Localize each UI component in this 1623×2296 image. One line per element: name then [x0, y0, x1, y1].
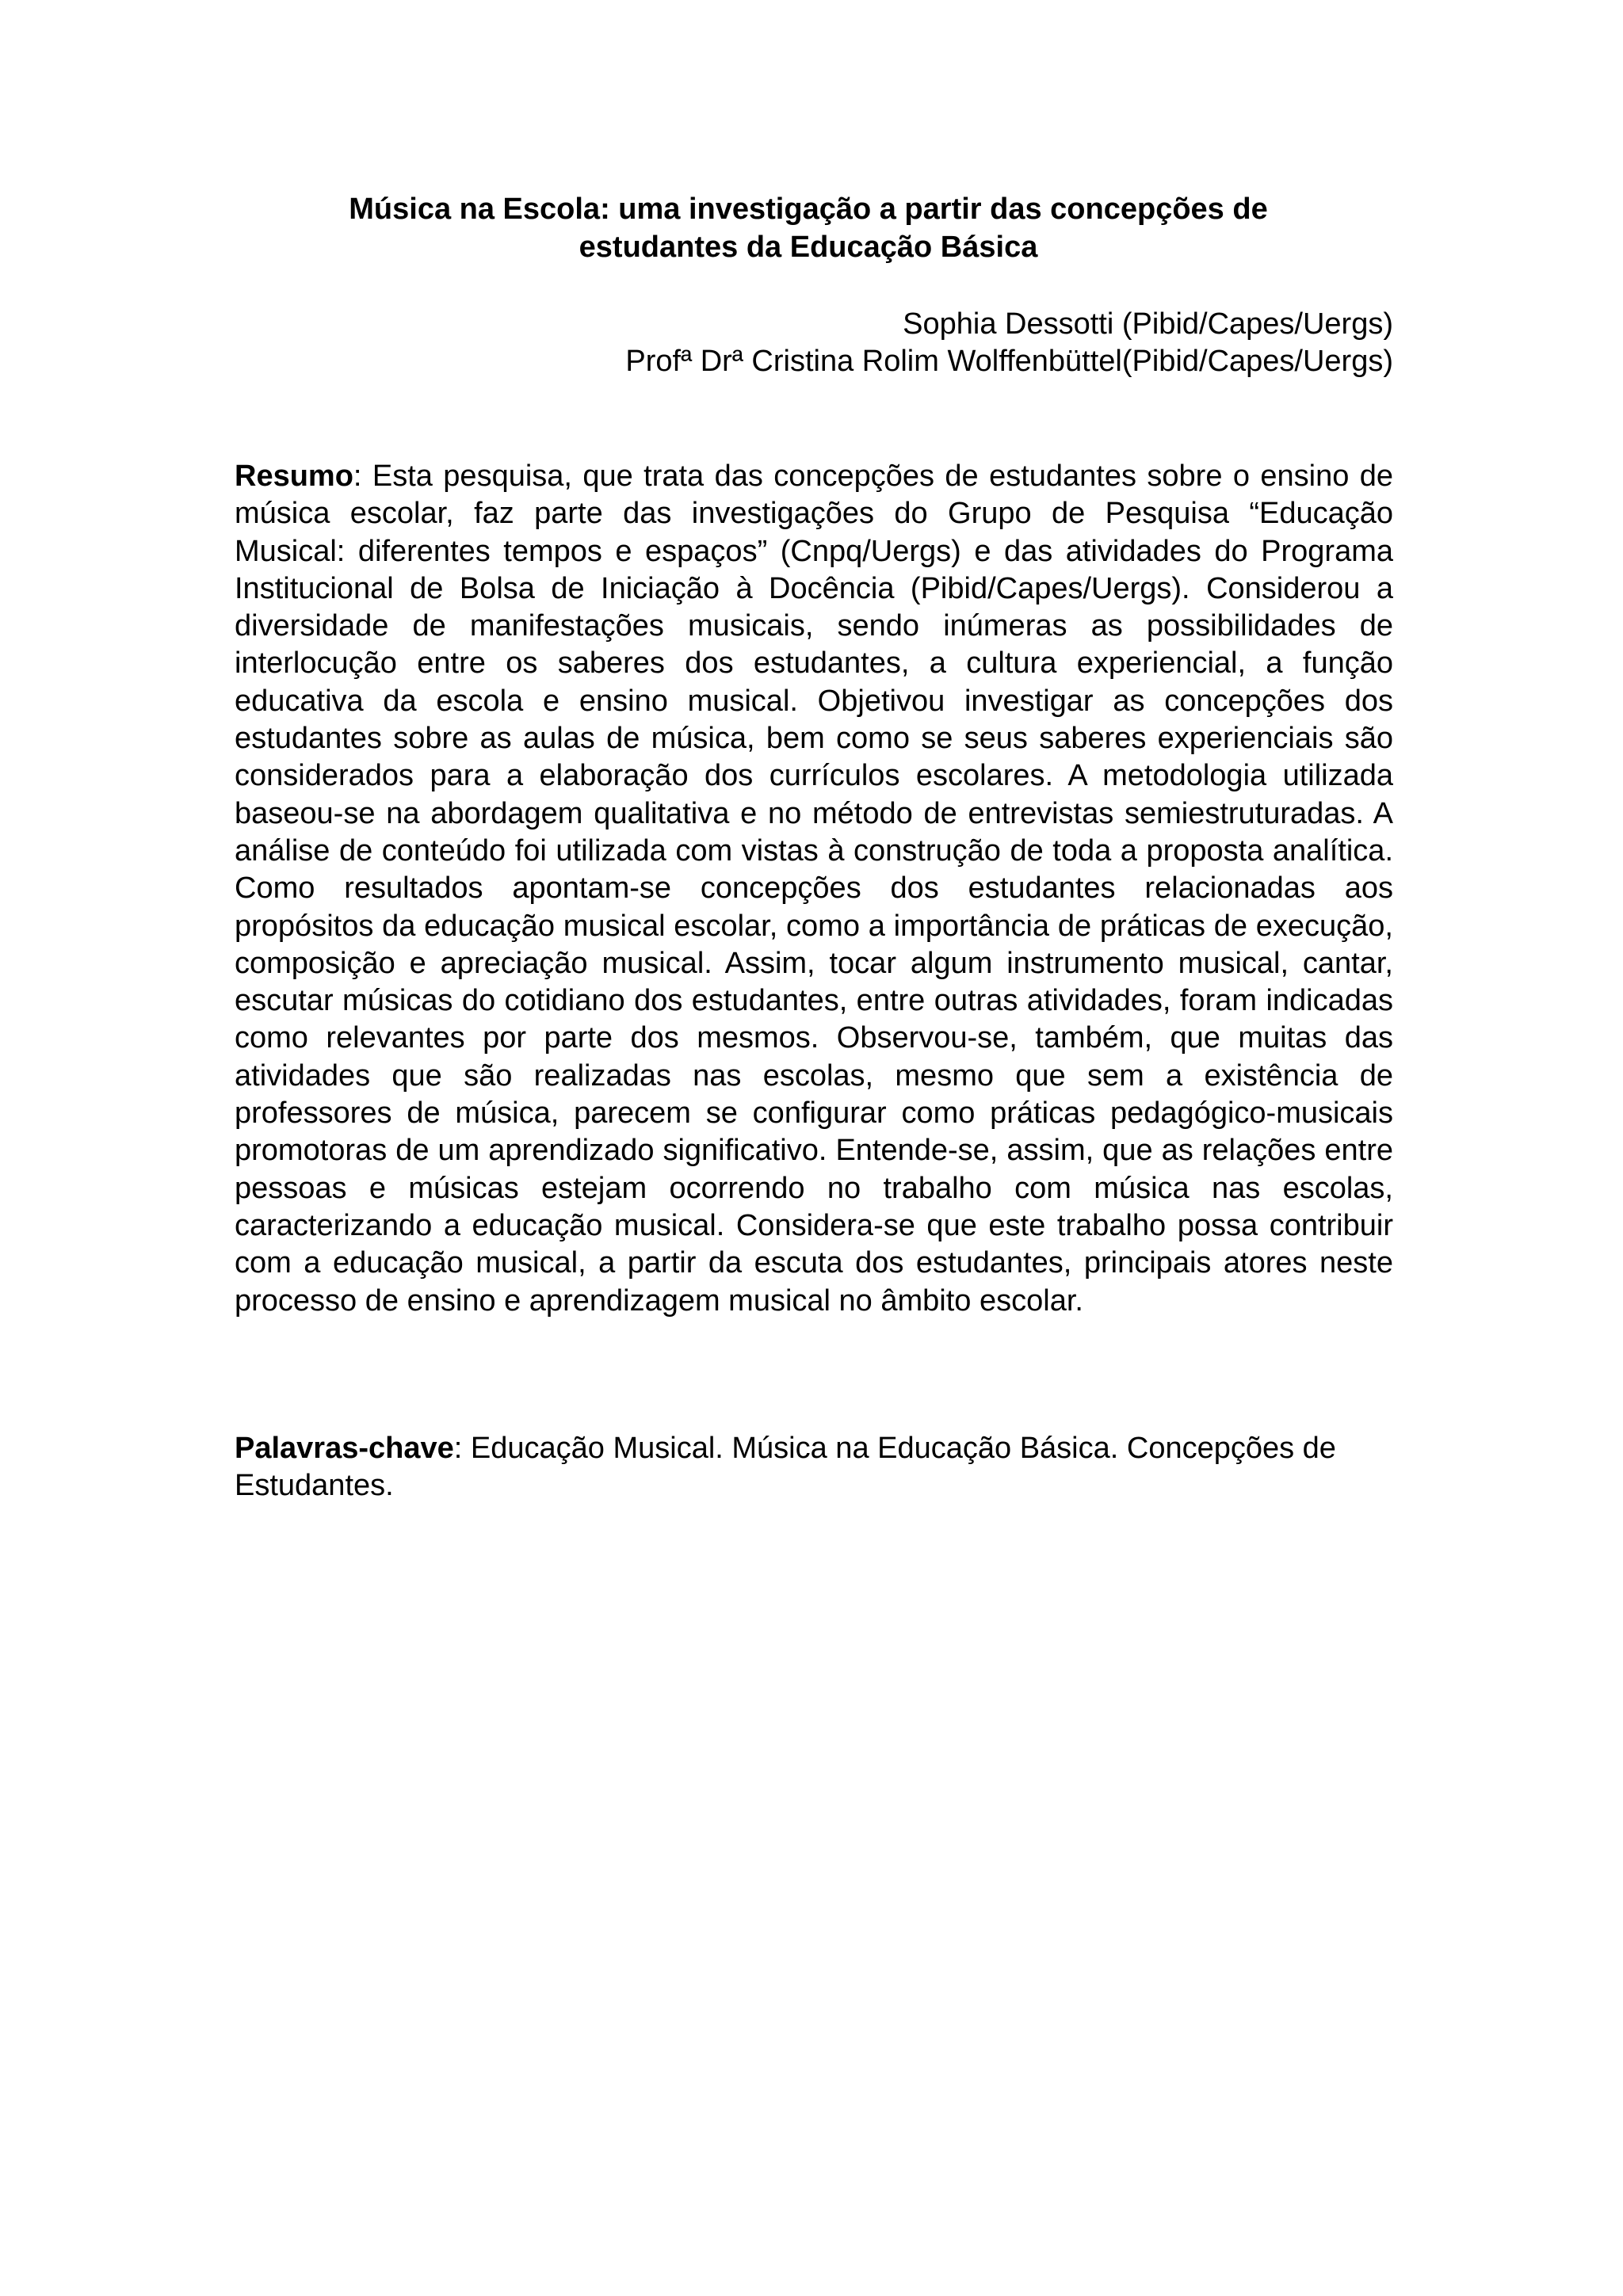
abstract-text: Esta pesquisa, que trata das concepções de estudantes sobre o ensino de música escolar, faz parte das investigações do Grupo de Pesquisa “Educação Musical: diferentes tempos e espaços” (Cnpq/Uergs) e das atividades do Programa Institucional de Bolsa de Iniciação à Docência (Pibid/Capes/Uergs). Considerou a diversidade de manifestações musicais, sendo inúmeras as possibilidades de interlocução entre os saberes dos estudantes, a cultura experiencial, a função educativa da escola e ensino musical. Objetivou investigar as concepções dos estudantes sobre as aulas de música, bem como se seus saberes experienciais são considerados para a elaboração dos currículos escolares. A metodologia utilizada baseou-se na abordagem qualitativa e no método de entrevistas semiestruturadas. A análise de conteúdo foi utilizada com vistas à construção de toda a proposta analítica. Como resultados apontam-se concepções dos estudantes relacionadas aos propósitos da educação musical escolar, como a importância de práticas de execução, composição e apreciação musical. Assim, tocar algum instrumento musical, cantar, escutar músicas do cotidiano dos estudantes, entre outras atividades, foram indicadas como relevantes por parte dos mesmos. Observou-se, também, que muitas das atividades que são realizadas nas escolas, mesmo que sem a existência de professores de música, parecem se configurar como práticas pedagógico-musicais promotoras de um aprendizado significativo. Entende-se, assim, que as relações entre pessoas e músicas estejam ocorrendo no trabalho com música nas escolas, caracterizando a educação musical. Considera-se que este trabalho possa contribuir com a educação musical, a partir da escuta dos estudantes, principais atores neste processo de ensino e aprendizagem musical no âmbito escolar. — [235, 460, 1393, 1318]
abstract-paragraph — [235, 458, 1393, 1320]
author-block — [475, 306, 1393, 380]
keywords-label: Palavras-chave — [235, 1432, 454, 1465]
keywords-text: Educação Musical. Música na Educação Básica. Concepções de Estudantes. — [235, 1432, 1336, 1503]
abstract-separator: : — [353, 460, 372, 493]
paper-title: Música na Escola: uma investigação a partir das concepções de estudantes da Educação Básica — [349, 193, 1268, 264]
keywords-separator: : — [453, 1432, 471, 1465]
author-line-2: Profª Drª Cristina Rolim Wolffenbüttel(Pibid/Capes/Uergs) — [625, 345, 1393, 378]
keywords-paragraph — [235, 1430, 1393, 1505]
abstract-label: Resumo — [235, 460, 353, 493]
author-line-1: Sophia Dessotti (Pibid/Capes/Uergs) — [903, 307, 1393, 341]
